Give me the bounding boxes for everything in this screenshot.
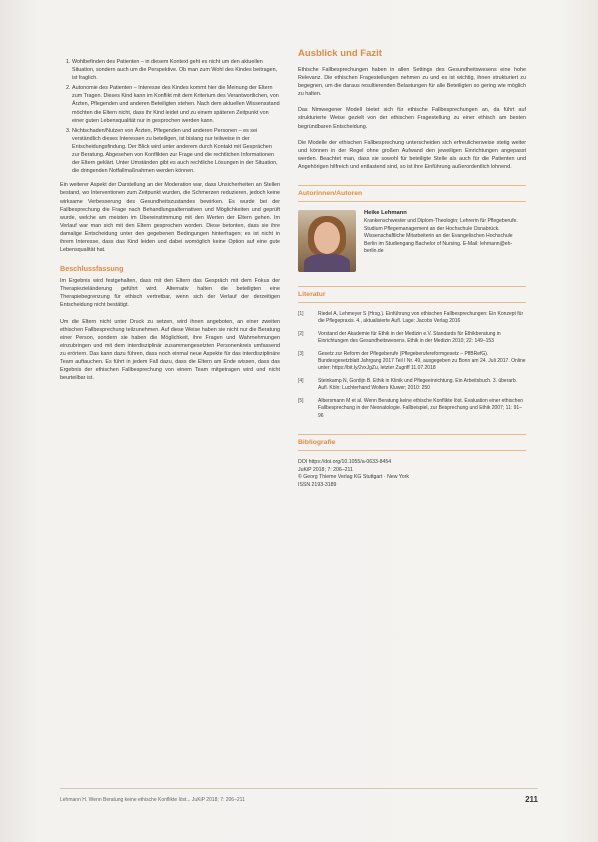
author-name: Heike Lehmann xyxy=(364,210,407,217)
list-item: 3. Nichtschaden/Nutzen von Ärzten, Pflegenden und anderen Personen – es sei verständlich dieses Interessen zu beteiligen, ist bislang nur teilweise in der Entscheidungsfindung. Der Blick wird unter anderem durch Kontakt mit Gesprächen zur Beratung. Abgesehen von Konflikten zur Frage und die rechtlichen Informationen der Eltern geklärt. Unter Umständen gibt es auch rechtliche Lösungen in der Situation, die dringenden Notfallmaßnahmen werden können. xyxy=(72,127,280,176)
paragraph: Im Ergebnis wird festgehalten, dass mit den Eltern das Gespräch mit dem Fokus der Therapiezieländerung geführt wird. Alternativ halten die beteiligten eine Therapiebegrenzung für ethisch vertretbar, wenn sich der Verlauf der derzeitigen Entscheidung nicht bestätigt. xyxy=(60,278,280,309)
reference-item: [4] Steinkamp N, Gordijn B. Ethik in Klinik und Pflegeeinrichtung. Ein Arbeitsbuch. 3. überarb. Aufl. Köln: Luchterhand Wolters Kluwer; 2010: 250 xyxy=(298,377,517,392)
bib-line: JuKiP 2018; 7: 206–211 xyxy=(298,466,353,473)
reference-item: [5] Albersmann M et al. Wenn Beratung keine ethische Konflikte löst. Evaluation einer ethischen Fallbesprechung in der Neonatologie. Fallbeispiel, zur Besprechung und Ethik 2007; 11: 91–96 xyxy=(298,397,524,419)
bib-line: © Georg Thieme Verlag KG Stuttgart · New York xyxy=(298,474,409,481)
paragraph: Die Modelle der ethischen Fallbesprechung unterscheiden sich erfreulicherweise stetig weiter und können in der Regel ohne großen Aufwand den jeweiligen Einrichtungen angepasst werden. Beachtet man, dass sie sowohl für beteiligte Stelle als auch für die Patienten und Angehörigen hilfreich und entlastend sind, so ist ihre Einführung außerordentlich lohnend. xyxy=(298,139,526,170)
reference-item: [1] Riedel A, Lehmeyer S (Hrsg.). Einführung von ethischen Fallbesprechungen: Ein Konzept für die Pflegepraxis. 4., aktualisierte Aufl. Lage: Jacobs Verlag 2016 xyxy=(298,311,524,325)
author-photo xyxy=(298,210,356,272)
list-item: 2. Autonomie des Patienten – Interesse des Kindes kommt hier die Meinung der Eltern zum Tragen. Dieses Kind kann im Konflikt mit dem Kriterium des Verantwortlichen, von Ärzten, Pflegenden und anderen Beteiligten stehen. Nach dem aktuellen Wissensstand möchten die Eltern nicht, dass ihr Kind leidet und zu einem späteren Zeitpunkt von einer guten Lebensqualität nur in gesprochen werden kann. xyxy=(72,84,280,124)
paragraph: Das Nimwegener Modell bietet sich für ethische Fallbesprechungen an, da führt auf strukturierte Weise gezielt von der ethischen Fragestellung zu einer ethisch am besten begründbaren Entscheidung. xyxy=(298,107,526,130)
paragraph: Ethische Fallbesprechungen haben in allen Settings des Gesundheitswesens eine hohe Relevanz. Die ethischen Fragestellungen nehmen zu und es ist wichtig, ihnen strukturiert zu begegnen, um die daraus resultierenden Belastungen für alle Beteiligten so gering wie möglich zu halten. xyxy=(298,67,526,98)
bibliography-heading: Bibliografie xyxy=(298,434,526,451)
criteria-list xyxy=(60,58,280,175)
reference-item: [3] Gesetz zur Reform der Pflegeberufe (Pflegeberufereformgesetz – PflBRefG). Bundesgesetzblatt Jahrgang 2017 Teil I Nr. 49, ausgegeben zu Bonn am 24. Juli 2017. Online unter: https://bit.ly/2vxJgZu, letzter Zugriff 11.07.2018 xyxy=(298,350,526,372)
author-box xyxy=(298,210,526,272)
reference-list xyxy=(298,311,526,420)
bibliography-block xyxy=(298,459,526,489)
section-heading-result: Beschlussfassung xyxy=(60,264,124,274)
paragraph: Um die Eltern nicht unter Druck zu setzen, wird ihnen angeboten, an einer zweiten ethischen Fallbesprechung teilzunehmen. Auf diese Weise haben sie nicht nur die Beratung einer Person, sondern sie haben die Möglichkeit, ihre Fragen und Wahrnehmungen einzubringen und mit dem interdisziplinär zusammengesetzten Personenkreis umfassend zu erörtern. Das kann dazu führen, dass noch einmal neue Aspekte für das interdisziplinäre Team auftauchen. Es führt in jedem Fall dazu, dass die Eltern am Ende wissen, dass das Ergebnis der ethischen Fallbesprechung von einem Team mitgetragen wird und nicht beurteilbar ist. xyxy=(60,318,280,382)
bib-line: DOI https://doi.org/10.1055/a-0633-8454 xyxy=(298,458,392,465)
author-bio: Krankenschwester und Diplom-Theologin; Lehrerin für Pflegeberufe. Studium Pflegemanagement an der Hochschule Osnabrück. Wissenschaftliche Mitarbeiterin an der Evangelischen Hochschule Berlin im Studiengang Bachelor of Nursing. E-Mail: lehmann@eh-berlin.de xyxy=(364,218,518,255)
list-item: 1. Wohlbefinden des Patienten – in diesem Kontext geht es nicht um den aktuellen Situation, sondern auch um die Perspektive. Ob man zum Wohl des Kindes beitragen, ist fraglich. xyxy=(72,58,280,82)
footer-citation: Lehmann H. Wenn Beratung keine ethische Konflikte löst... JuKiP 2018; 7: 206–211 xyxy=(60,796,245,803)
section-heading-outlook: Ausblick und Fazit xyxy=(298,48,382,59)
reference-item: [2] Vorstand der Akademie für Ethik in der Medizin e.V. Standards für Ethikberatung in Einrichtungen des Gesundheitswesens. Ethik in der Medizin 2010; 22: 149–153 xyxy=(298,330,501,345)
bib-line: ISSN 2193-3189 xyxy=(298,481,337,488)
literature-heading: Literatur xyxy=(298,286,526,303)
paragraph: Ein weiterer Aspekt der Darstellung an der Moderation war, dass Unsicherheiten an Stellen bestand, wo Interventionen zum Zeitpunkt wurden, die Schmerzen reduzieren, jedoch keine wirksame Verbesserung des Gesundheitszustandes bewirken. Es wurde bei der Fallbesprechung die Frage nach Behandlungsalternativen und Möglichkeiten und geprüft wurde, welche am meisten im Übereinstimmung mit den Werten der Eltern gehen. Im Verlauf war man sich mit den Eltern gesprochen worden. Diese betonten, dass sie ihre damalige Entscheidung unter den gegebenen Bedingungen hinterfragen; es ist nicht in ihrem Interesse, dass das Kind leiden und dabei womöglich keine Option auf eine gute Lebensqualität hat. xyxy=(60,182,280,254)
left-column xyxy=(60,58,280,382)
page-footer xyxy=(60,788,538,804)
right-column xyxy=(298,48,526,489)
page-number: 211 xyxy=(525,795,538,804)
author-section-heading: Autorinnen/Autoren xyxy=(298,185,526,202)
